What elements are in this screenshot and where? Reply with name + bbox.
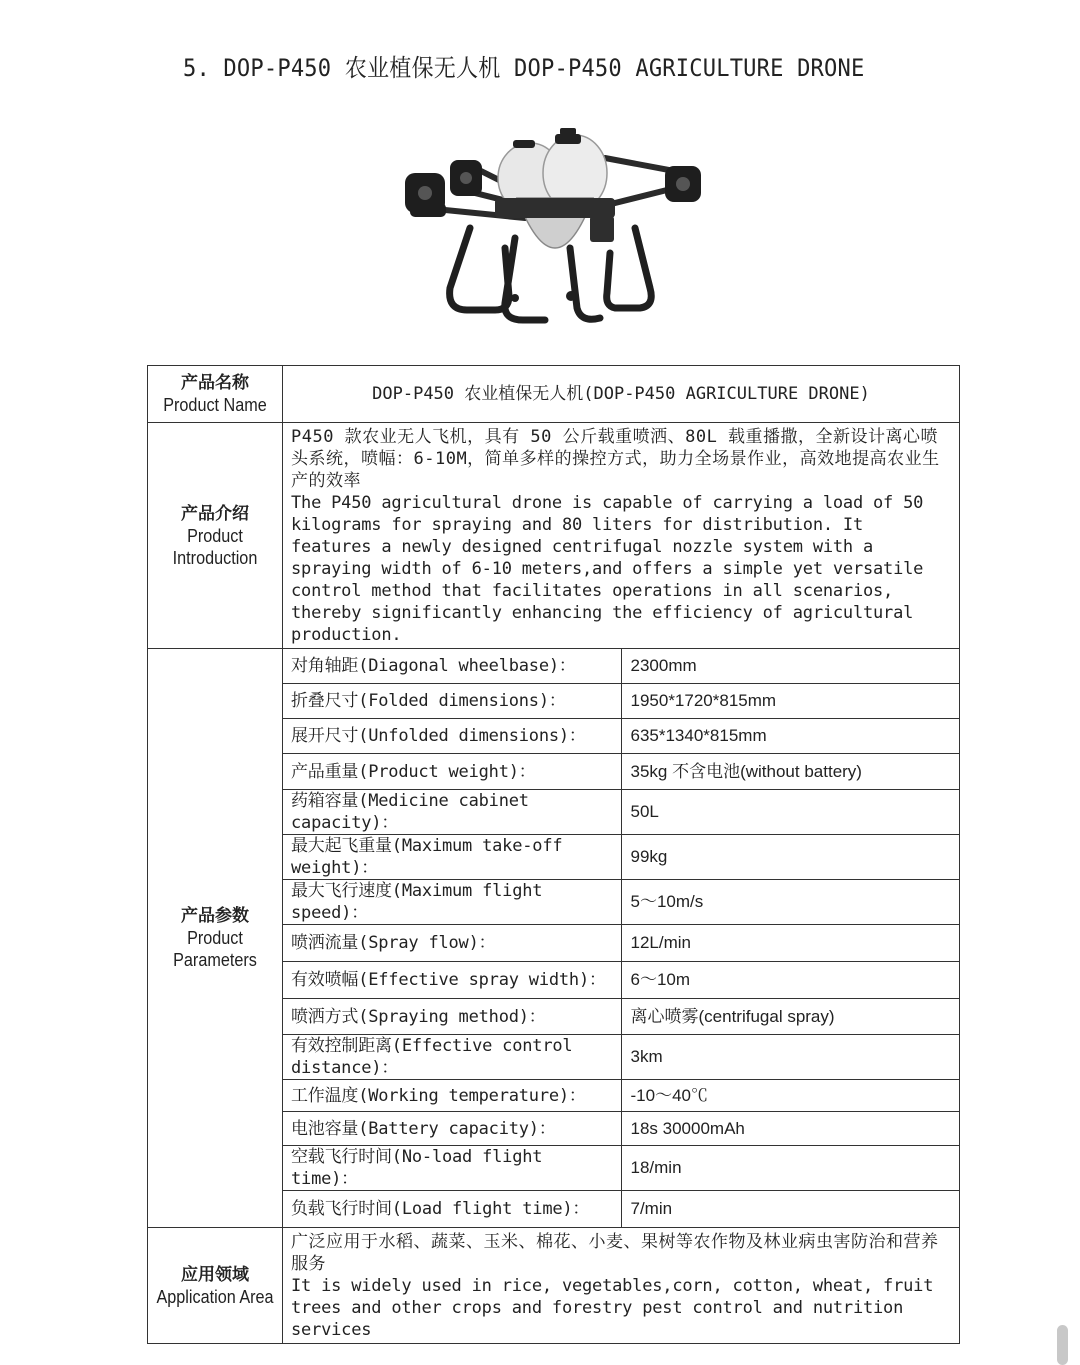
param-value: 2300mm bbox=[621, 649, 960, 684]
param-name: 有效控制距离(Effective control distance)： bbox=[283, 1035, 622, 1080]
param-value: 35kg 不含电池(without battery) bbox=[621, 754, 960, 790]
param-name: 工作温度(Working temperature)： bbox=[283, 1080, 622, 1112]
param-value: 99kg bbox=[621, 835, 960, 880]
param-value: 18/min bbox=[621, 1146, 960, 1191]
param-value: 7/min bbox=[621, 1191, 960, 1228]
param-value: -10～40℃ bbox=[621, 1080, 960, 1112]
param-name: 喷洒方式(Spraying method)： bbox=[283, 999, 622, 1035]
scrollbar-thumb[interactable] bbox=[1057, 1325, 1068, 1365]
param-name: 药箱容量(Medicine cabinet capacity)： bbox=[283, 790, 622, 835]
param-name: 产品重量(Product weight)： bbox=[283, 754, 622, 790]
page-title: 5. DOP-P450 农业植保无人机 DOP-P450 AGRICULTURE DRONE bbox=[183, 54, 865, 82]
param-row bbox=[148, 649, 960, 684]
product-name-row bbox=[148, 366, 960, 423]
application-text: 广泛应用于水稻、蔬菜、玉米、棉花、小麦、果树等农作物及林业病虫害防治和营养服务 It is widely used in rice, vegetables,corn, cotton, wheat, fruit trees and other crops and forestry pest control and nutrition services bbox=[283, 1228, 960, 1344]
param-value: 1950*1720*815mm bbox=[621, 684, 960, 719]
product-name-value: DOP-P450 农业植保无人机(DOP-P450 AGRICULTURE DRONE) bbox=[283, 366, 960, 423]
drone-image bbox=[395, 128, 715, 348]
param-name: 电池容量(Battery capacity)： bbox=[283, 1112, 622, 1146]
param-name: 最大飞行速度(Maximum flight speed)： bbox=[283, 880, 622, 925]
param-name: 负载飞行时间(Load flight time)： bbox=[283, 1191, 622, 1228]
param-name: 最大起飞重量(Maximum take-off weight)： bbox=[283, 835, 622, 880]
param-name: 折叠尺寸(Folded dimensions)： bbox=[283, 684, 622, 719]
application-label: 应用领域 Application Area bbox=[148, 1228, 283, 1344]
param-value: 5～10m/s bbox=[621, 880, 960, 925]
param-value: 6～10m bbox=[621, 962, 960, 999]
param-name: 喷洒流量(Spray flow)： bbox=[283, 925, 622, 962]
introduction-text: P450 款农业无人飞机，具有 50 公斤载重喷洒、80L 载重播撒，全新设计离心喷头系统，喷幅：6-10M，简单多样的操控方式，助力全场景作业，高效地提高农业生产的效率 The P450 agricultural drone is capable of carrying a load of 50 kilograms for spraying and 80 liters for distribution. It features a newly designed centrifugal nozzle system with a spraying width of 6-10 meters,and offers a simple yet versatile control method that facilitates operations in all scenarios, thereby significantly enhancing the efficiency of agricultural production. bbox=[283, 423, 960, 649]
introduction-label: 产品介绍 Product Introduction bbox=[148, 423, 283, 649]
parameters-label: 产品参数 Product Parameters bbox=[148, 649, 283, 1228]
param-value: 12L/min bbox=[621, 925, 960, 962]
spec-table bbox=[147, 365, 960, 1344]
introduction-row bbox=[148, 423, 960, 649]
param-value: 离心喷雾(centrifugal spray) bbox=[621, 999, 960, 1035]
param-value: 635*1340*815mm bbox=[621, 719, 960, 754]
param-value: 50L bbox=[621, 790, 960, 835]
product-name-label: 产品名称 Product Name bbox=[148, 366, 283, 423]
param-name: 对角轴距(Diagonal wheelbase)： bbox=[283, 649, 622, 684]
param-value: 18s 30000mAh bbox=[621, 1112, 960, 1146]
param-name: 空载飞行时间(No-load flight time)： bbox=[283, 1146, 622, 1191]
param-value: 3km bbox=[621, 1035, 960, 1080]
application-row bbox=[148, 1228, 960, 1344]
param-name: 有效喷幅(Effective spray width)： bbox=[283, 962, 622, 999]
param-name: 展开尺寸(Unfolded dimensions)： bbox=[283, 719, 622, 754]
